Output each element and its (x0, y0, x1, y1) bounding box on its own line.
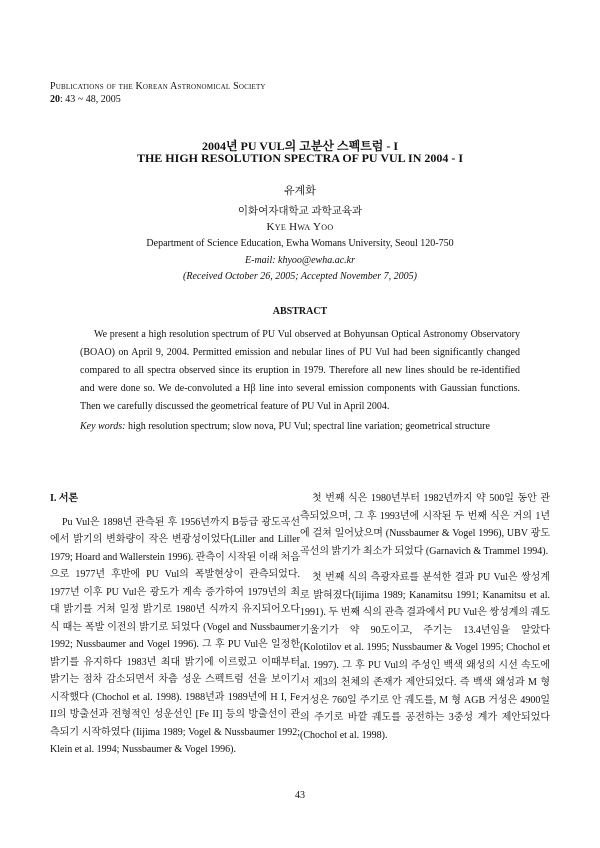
body-paragraph: Pu Vul은 1898년 관측된 후 1956년까지 B등급 광도곡선에서 밝기의 변화량이 작은 변광성이었다(Liller and Liller 1979; Hoard and Wallerstein 1996). 관측이 시작된 이래 처음으로 1977년 후반에 PU Vul의 폭발현상이 관측되었다. 1977년 이후 PU Vul은 광도가 계속 증가하여 1979년의 최대 밝기를 거쳐 일정 밝기로 1980년 식까지 유지되어오다 식 때는 폭발 이전의 밝기로 되었다 (Vogel and Nussbaumer 1992; Nussbaumer and Vogel 1996). 그 후 PU Vul은 일정한 밝기를 유지하다 1983년 최대 밝기에 이르렀고 이때부터 밝기는 점차 감소되면서 차츰 성운 스펙트럼 선을 보이기 시작했다 (Chochol et al. 1998). 1988년과 1989년에 H I, Fe II의 방출선과 전형적인 성운선인 [Fe II] 등의 방출선이 관측되기 시작하였다 (Iijima 1989; Vogel & Nussbaumer 1992; Klein et al. 1994; Nussbaumer & Vogel 1996). (50, 516, 300, 755)
author-email: E-mail: khyoo@ewha.ac.kr (245, 255, 355, 266)
title-english: THE HIGH RESOLUTION SPECTRA OF PU VUL IN 2004 - I (136, 151, 464, 165)
affiliation-english: Department of Science Education, Ewha Womans University, Seoul 120-750 (146, 238, 454, 249)
keywords-text: high resolution spectrum; slow nova, PU Vul; spectral line variation; geometrical structure (125, 421, 490, 432)
journal-header (50, 80, 266, 106)
body-paragraph: 첫 번째 식은 1980년부터 1982년까지 약 500일 동안 관측되었으며, 그 후 1993년에 시작된 두 번째 식은 거의 1년에 걸쳐 일어났으며 (Nussbaumer & Vogel 1996), UBV 광도곡선의 밝기가 최소가 되었다 (Garnavich & Trammel 1994). (300, 493, 550, 557)
journal-pages-year: : 43 ~ 48, 2005 (60, 94, 121, 105)
section-heading-introduction: I. 서론 (50, 493, 79, 504)
abstract-heading: ABSTRACT (272, 306, 328, 317)
title-korean: 2004년 PU VUL의 고분산 스펙트럼 - I (201, 139, 399, 153)
journal-name: Publications of the Korean Astronomical Society (50, 81, 266, 92)
affiliation-korean: 이화여자대학교 과학교육과 (237, 206, 363, 217)
body-paragraph: 첫 번째 식의 측광자료를 분석한 결과 PU Vul은 쌍성계로 밝혀졌다(Iijima 1989; Kanamitsu 1991; Kanamitsu et al. 1991). 두 번째 식의 관측 결과에서 PU Vul은 쌍성계의 궤도 기울기가 약 90도이고, 주기는 13.4년임을 알았다 (Kolotilov et al. 1995; Nussbaumer & Vogel 1995; Chochol et al. 1997). 그 후 PU Vul의 주성인 백색 왜성의 시선 속도에서 제3의 천체의 존재가 제안되었다. 즉 백색 왜성과 M 형 거성은 760일 주기로 안 궤도를, M 형 AGB 거성은 4900일의 주기로 바깥 궤도를 공전하는 3중성 계가 제안되었다(Chochol et al. 1998). (300, 572, 550, 741)
keywords (80, 420, 520, 434)
abstract-text: We present a high resolution spectrum of PU Vul observed at Bohyunsan Optical Astronomy Observatory (BOAO) on April 9, 2004. Permitted emission and nebular lines of PU Vul had been significantly changed compared to all spectra observed since its eruption in 1979. Therefore all new lines should be re-identified and were done so. We de-convoluted a Hβ line into several emission components with Gaussian functions. Then we carefully discussed the geometrical feature of PU Vul in April 2004. (80, 329, 520, 412)
keywords-label: Key words: (80, 421, 126, 432)
author-name-korean: 유계화 (284, 185, 316, 197)
page-number: 43 (295, 790, 305, 801)
author-name-english: Kye Hwa Yoo (266, 221, 334, 233)
left-column (50, 490, 300, 759)
journal-volume-line (50, 93, 266, 106)
received-accepted-dates: (Received October 26, 2005; Accepted November 7, 2005) (183, 271, 417, 282)
right-column (300, 490, 550, 744)
journal-volume: 20 (50, 94, 60, 105)
